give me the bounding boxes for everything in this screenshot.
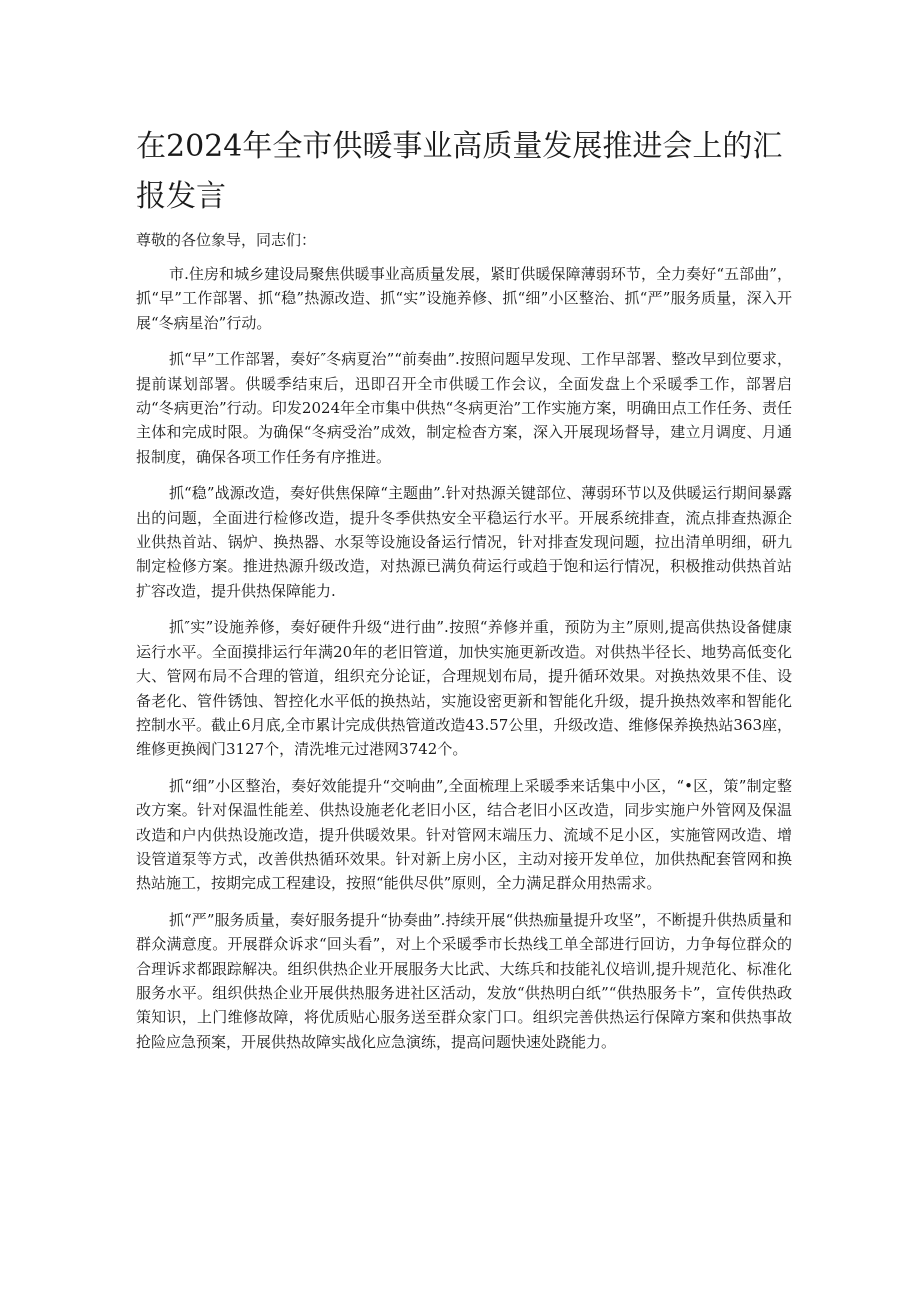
paragraph-early-deployment: 抓“早”工作部署，奏好″冬病夏治”“前奏曲”.按照问题早发现、工作早部署、整改早到位要求，提前谋划部署。供暖季结束后，迅即召开全市供暖工作会议，全面发盘上个采暖季工作，部署启动“冬病更治”行动。印发2024年全市集中供热“冬病更治”工作实施方案，明确田点工作任务、责任主体和完成时限。为确保“冬病受治”成效，制定检杳方案，深入开展现场督导，建立月调度、月通报制度，确保各项工作任务有序推进。 bbox=[136, 350, 792, 466]
document-title: 在2024年全市供暖事业高质量发展推进会上的汇报发言 bbox=[136, 129, 783, 214]
paragraph-facility-maintenance: 抓″实”设施养修，奏好硬件升级“进行曲”.按照“养修并重，预防为主”原则,提高供热设备健康运行水平。全面摸排运行年满20年的老旧管道，加快实施更新改造。对供热半径长、地势高低变化大、管网布局不合理的管道，组织充分论证，合理规划布局，提升循环效果。对换热效果不佳、设备老化、管件锈蚀、智控化水平低的换热站，实施设密更新和智能化升级，提升换热效率和智能化控制水平。截止6月底,全市累计完成供热管道改造43.57公里，升级改造、维修保养换热站363座，维修更换阀门3127个，清洗堆元过港网3742个。 bbox=[136, 618, 792, 759]
document-body bbox=[136, 262, 792, 1066]
salutation: 尊敬的各位象导，同志们： bbox=[136, 231, 317, 249]
paragraph-heat-source: 抓“稳”战源改造，奏好供焦保障“主题曲”.针对热源关键部位、薄弱环节以及供暖运行期间暴露出的问题，全面进行检修改造，提升冬季供热安全平稳运行水平。开展系统排查，流点排查热源企业供热首站、锅炉、换热器、水泵等设施设备运行情况，针对排查发现问题，拉出清单明细，研九制定检修方案。推进热源升级改造，对热源已满负荷运行或趋于饱和运行情况，积极推动供热首站扩容改造，提升供热保障能力. bbox=[136, 484, 792, 600]
paragraph-community-rectification: 抓“细”小区整治，奏好效能提升“交响曲”,全面梳理上采暖季来话集中小区，“•区，策”制定整改方案。针对保温性能差、供热设施老化老旧小区，结合老旧小区改造，同步实施户外管网及保温改造和户内供热设施改造，提升供暖效果。针对管网末端压力、流域不足小区，实施管网改造、增设管道泵等方式，改善供热循环效果。针对新上房小区，主动对接开发单位，加供热配套管网和换热站施工，按期完成工程建设，按照“能供尽供”原则，全力满足群众用热需求。 bbox=[136, 776, 792, 893]
paragraph-service-quality: 抓“严”服务质量，奏好服务提升“协奏曲”.持续开展“供热痂量提升攻坚”，不断提升供热质量和群众满意度。开展群众诉求“回头看”，对上个采暖季市长热线工单全部进行回访，力争每位群众的合理诉求都跟踪解决。组织供热企业开展服务大比武、大练兵和技能礼仪培训,提升规范化、标准化服务水平。组织供热企业开展供热服务进社区活动，发放“供热明白纸”“供热服务卡”，宣传供热政策知识，上门维修故障，将优质贴心服务送至群众家门口。组织完善供热运行保障方案和供热事故抢险应急预案，开展供热故障实战化应急演练，提高问题快速处跷能力。 bbox=[136, 910, 792, 1051]
paragraph-intro: 市.住房和城乡建设局聚焦供暖事业高质量发展，紧盯供暖保障薄弱环节，全力奏好“五部曲”，抓“早”工作部署、抓“稳”热源改造、抓“实”设施养修、抓“细”小区整治、抓“严”服务质量，深入开展“冬病星治”行动。 bbox=[136, 265, 792, 332]
